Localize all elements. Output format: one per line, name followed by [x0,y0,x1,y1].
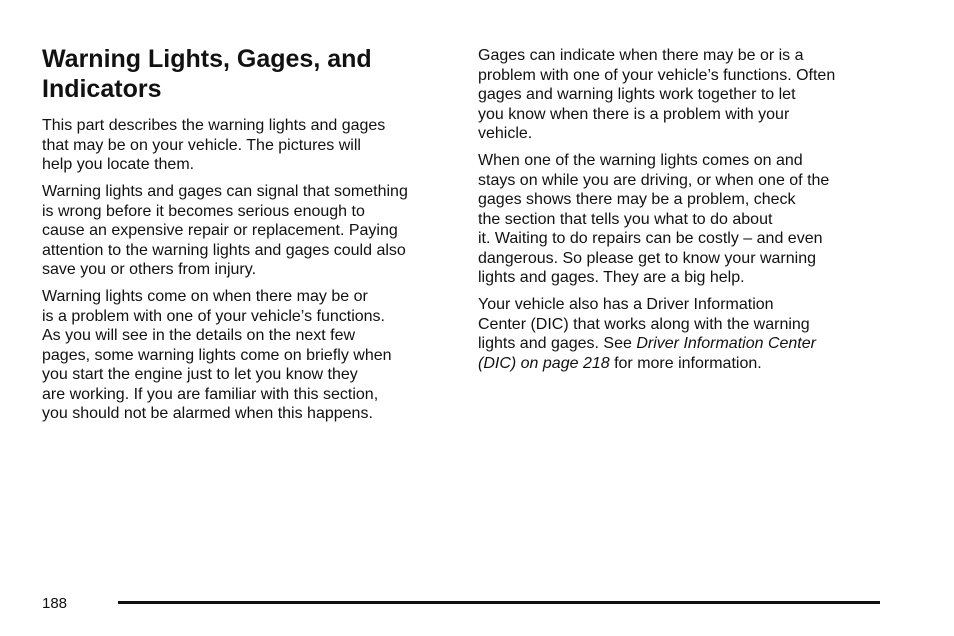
section-title: Warning Lights, Gages, and Indicators [42,45,372,103]
paragraph-signal: Warning lights and gages can signal that something is wrong before it becomes serious enough to cause an expensive repair or replacement. Paying attention to the warning lights and gages could also save you or others from injury. [42,183,408,278]
paragraph-gages: Gages can indicate when there may be or is a problem with one of your vehicle’s functions. Often gages and warning lights work together to let you know when there is a problem with your vehicle. [478,47,836,142]
paragraph-warning-lights: Warning lights come on when there may be or is a problem with one of your vehicle’s functions. As you will see in the details on the next few pages, some warning lights come on briefly when you start the engine just to let you know they are working. If you are familiar with this section, you should not be alarmed when this happens. [42,288,392,422]
paragraph-intro: This part describes the warning lights and gages that may be on your vehicle. The pictures will help you locate them. [42,117,386,173]
dic-text-after: for more information. [609,354,762,372]
right-column [478,46,882,381]
page-footer [42,594,880,614]
footer-rule [118,601,880,604]
dic-text-before: Your vehicle also has a Driver Information Center (DIC) that works along with the warning lights and gages. See [478,296,810,352]
paragraph-dic [478,295,882,373]
dic-page-reference[interactable]: Driver Information Center (DIC) on page 218 [478,335,816,372]
paragraph-warning-on: When one of the warning lights comes on and stays on while you are driving, or when one of the gages shows there may be a problem, check the section that tells you what to do about it. Waiting to do repairs can be costly – and even dangerous. So please get to know your warning lights and gages. They are a big help. [478,152,830,286]
page-number: 188 [42,595,68,612]
left-column [42,44,446,431]
